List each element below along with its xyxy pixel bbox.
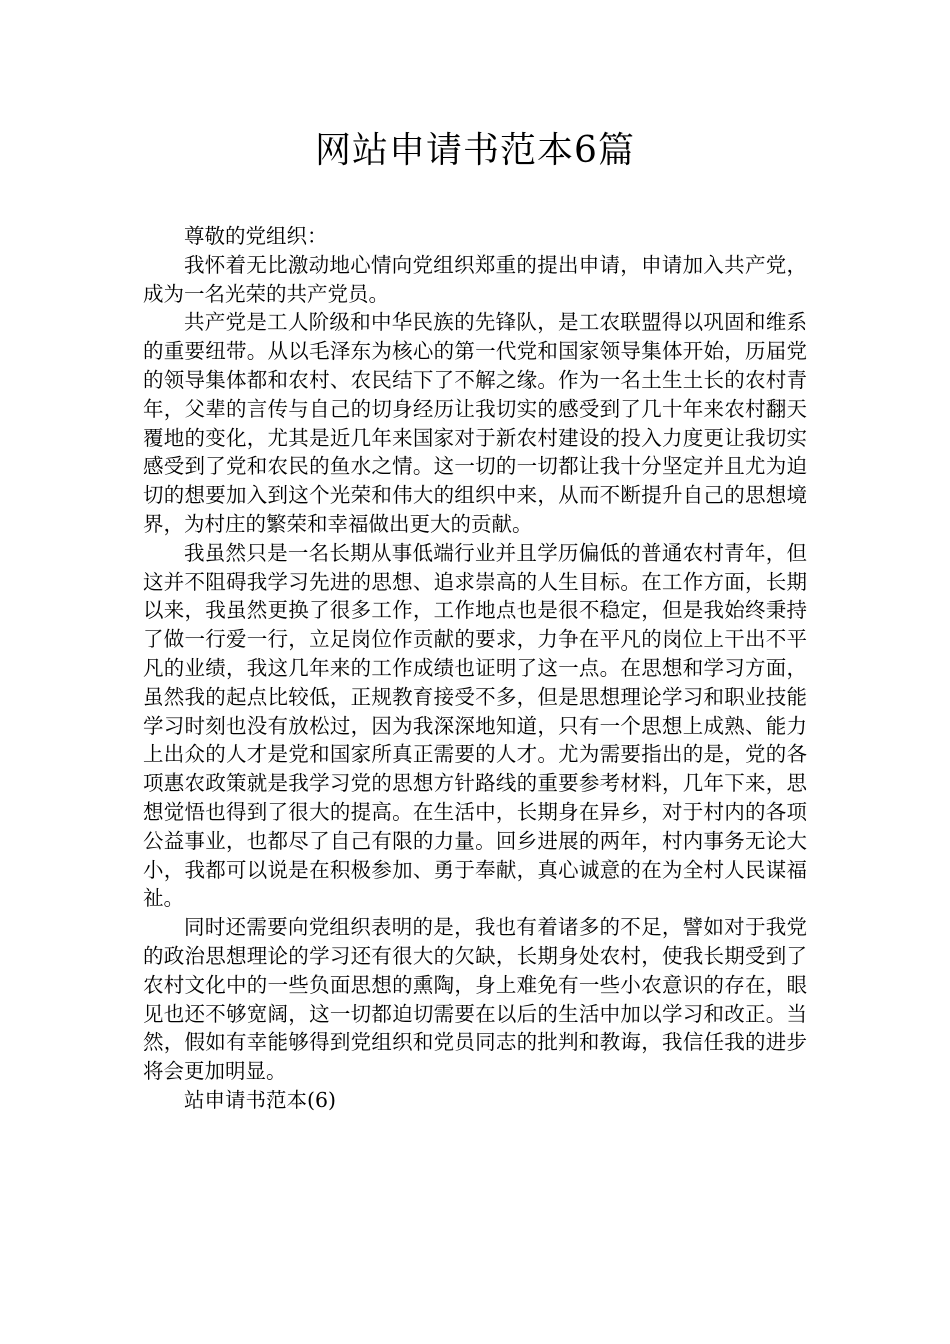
paragraph-3: 我虽然只是一名长期从事低端行业并且学历偏低的普通农村青年，但这并不阻碍我学习先进的思想、追求崇高的人生目标。在工作方面，长期以来，我虽然更换了很多工作，工作地点也是很不稳定，但是我始终秉持了做一行爱一行，立足岗位作贡献的要求，力争在平凡的岗位上干出不平凡的业绩，我这几年来的工作成绩也证明了这一点。在思想和学习方面，虽然我的起点比较低，正规教育接受不多，但是思想理论学习和职业技能学习时刻也没有放松过，因为我深深地知道，只有一个思想上成熟、能力上出众的人才是党和国家所真正需要的人才。尤为需要指出的是，党的各项惠农政策就是我学习党的思想方针路线的重要参考材料，几年下来，思想觉悟也得到了很大的提高。在生活中，长期身在异乡，对于村内的各项公益事业，也都尽了自己有限的力量。回乡进展的两年，村内事务无论大小，我都可以说是在积极参加、勇于奉献，真心诚意的在为全村人民谋福祉。 <box>143 540 807 911</box>
paragraph-4: 同时还需要向党组织表明的是，我也有着诸多的不足，譬如对于我党的政治思想理论的学习还有很大的欠缺，长期身处农村，使我长期受到了农村文化中的一些负面思想的熏陶，身上难免有一些小农意识的存在，眼见也还不够宽阔，这一切都迫切需要在以后的生活中加以学习和改正。当然，假如有幸能够得到党组织和党员同志的批判和教诲，我信任我的进步将会更加明显。 <box>143 915 807 1084</box>
salutation: 尊敬的党组织： <box>184 224 328 248</box>
paragraph-2: 共产党是工人阶级和中华民族的先锋队，是工农联盟得以巩固和维系的重要纽带。从以毛泽东为核心的第一代党和国家领导集体开始，历届党的领导集体都和农村、农民结下了不解之缘。作为一名土生土长的农村青年，父辈的言传与自己的切身经历让我切实的感受到了几十年来农村翻天覆地的变化，尤其是近几年来国家对于新农村建设的投入力度更让我切实感受到了党和农民的鱼水之情。这一切的一切都让我十分坚定并且尤为迫切的想要加入到这个光荣和伟大的组织中来，从而不断提升自己的思想境界，为村庄的繁荣和幸福做出更大的贡献。 <box>143 310 807 536</box>
document-body <box>143 222 807 1115</box>
trailing-line: 站申请书范本(6) <box>184 1087 337 1112</box>
paragraph-1: 我怀着无比激动地心情向党组织郑重的提出申请，申请加入共产党，成为一名光荣的共产党员。 <box>143 252 807 306</box>
page-title: 网站申请书范本6篇 <box>315 130 635 171</box>
